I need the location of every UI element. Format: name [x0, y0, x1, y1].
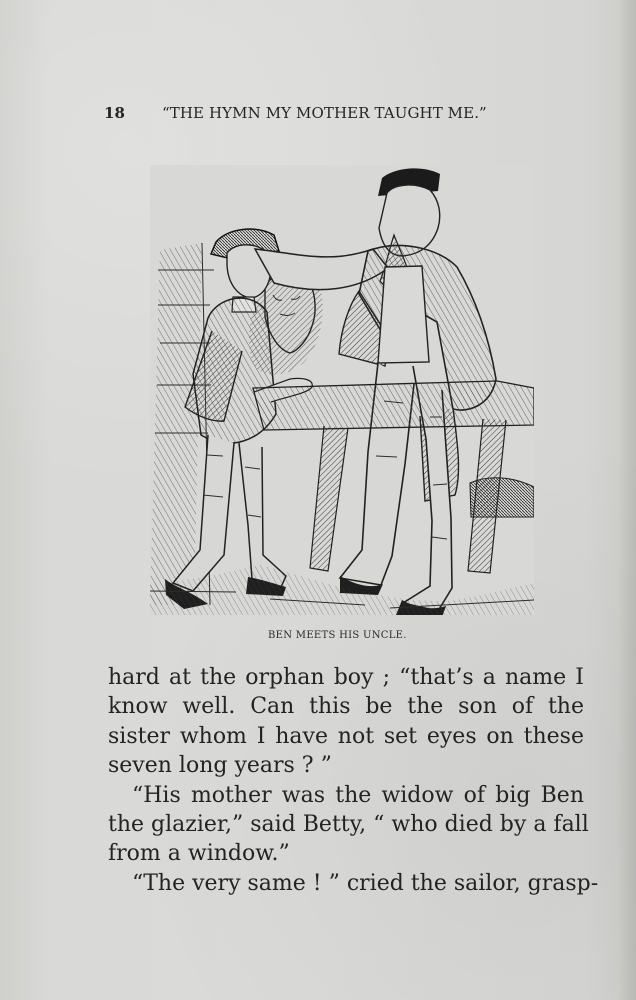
- body-line-8: “The very same ! ” cried the sailor, grasp-: [132, 870, 599, 896]
- sailor-waistcoat: [378, 266, 429, 363]
- basket: [470, 478, 534, 517]
- running-title: “THE HYMN MY MOTHER TAUGHT ME.”: [162, 104, 487, 122]
- body-line-7: from a window.”: [108, 841, 290, 867]
- body-line-2: know well. Can this be the son of the: [108, 694, 584, 720]
- body-line-4: seven long years ? ”: [108, 753, 332, 779]
- body-line-3: sister whom I have not set eyes on these: [108, 723, 584, 749]
- body-line-5: “His mother was the widow of big Ben: [132, 782, 584, 808]
- page-edge-shadow: [618, 0, 636, 1000]
- illustration-caption: BEN MEETS HIS UNCLE.: [268, 630, 407, 641]
- page-number: 18: [104, 104, 126, 122]
- illustration: [150, 165, 534, 615]
- body-line-1: hard at the orphan boy ; “that’s a name I: [108, 665, 584, 690]
- body-text: [108, 663, 599, 898]
- page-header: [104, 104, 544, 128]
- engraving-illustration: [150, 165, 534, 615]
- body-line-6: the glazier,” said Betty, “ who died by a fall: [108, 811, 589, 837]
